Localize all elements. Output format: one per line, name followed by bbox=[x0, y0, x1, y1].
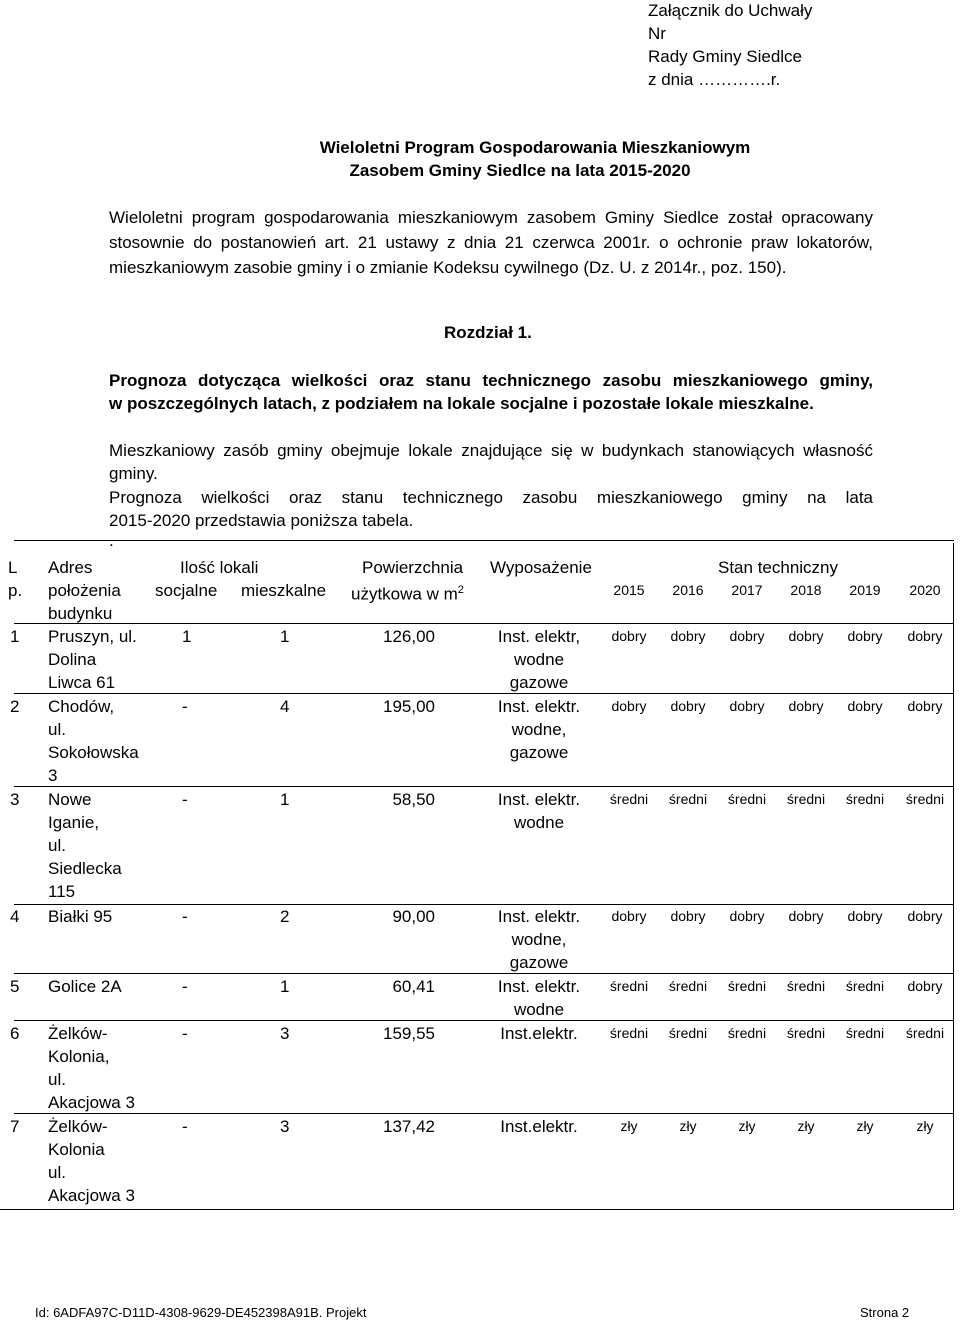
row-divider bbox=[14, 786, 954, 787]
row-social-count: - bbox=[182, 697, 188, 716]
page-number: Strona 2 bbox=[860, 1305, 910, 1320]
row-divider bbox=[14, 540, 954, 541]
row-number: 4 bbox=[10, 907, 20, 926]
row-social-count: - bbox=[182, 977, 188, 996]
body-dot: . bbox=[109, 531, 114, 550]
row-condition: dobry bbox=[729, 698, 765, 714]
header-technical-condition: Stan techniczny bbox=[718, 558, 839, 577]
row-condition: średni bbox=[668, 1025, 708, 1041]
row-condition: dobry bbox=[788, 908, 824, 924]
row-divider bbox=[14, 1113, 954, 1114]
row-condition: średni bbox=[905, 1025, 945, 1041]
row-area: 60,41 bbox=[392, 977, 435, 996]
row-condition: średni bbox=[609, 978, 649, 994]
row-residential-count: 4 bbox=[280, 697, 290, 716]
row-address-line: Żelków- bbox=[48, 1024, 108, 1043]
row-equipment-line: wodne bbox=[513, 1000, 565, 1019]
row-condition: dobry bbox=[847, 628, 883, 644]
row-social-count: - bbox=[182, 1117, 188, 1136]
row-condition: dobry bbox=[788, 698, 824, 714]
row-condition: średni bbox=[727, 978, 767, 994]
row-equipment-line: Inst. elektr. bbox=[497, 907, 581, 926]
row-equipment-line: Inst.elektr. bbox=[500, 1024, 578, 1043]
year-header: 2016 bbox=[672, 582, 704, 598]
row-equipment-line: wodne, bbox=[511, 930, 567, 949]
row-condition: średni bbox=[845, 978, 885, 994]
row-condition: zły bbox=[916, 1118, 934, 1134]
row-residential-count: 3 bbox=[280, 1117, 290, 1136]
row-condition: dobry bbox=[729, 908, 765, 924]
resolution-date: z dnia ………….r. bbox=[648, 70, 781, 89]
row-condition: średni bbox=[609, 1025, 649, 1041]
chapter-heading-line1: Prognoza dotycząca wielkości oraz stanu technicznego zasobu mieszkaniowego gminy, bbox=[109, 371, 873, 390]
row-address-line: Dolina bbox=[48, 650, 97, 669]
row-equipment-line: wodne, bbox=[511, 720, 567, 739]
row-equipment-line: Inst. elektr, bbox=[497, 627, 581, 646]
resolution-number: Nr bbox=[648, 24, 666, 43]
row-condition: zły bbox=[856, 1118, 874, 1134]
header-unit-count: Ilość lokali bbox=[180, 558, 259, 577]
document-id: Id: 6ADFA97C-D11D-4308-9629-DE452398A91B. Projekt bbox=[35, 1305, 367, 1320]
header-lp-1: L bbox=[8, 558, 18, 577]
row-number: 6 bbox=[10, 1024, 20, 1043]
row-residential-count: 1 bbox=[280, 627, 290, 646]
header-address-1: Adres bbox=[48, 558, 93, 577]
row-condition: dobry bbox=[670, 908, 706, 924]
row-social-count: - bbox=[182, 907, 188, 926]
row-condition: dobry bbox=[907, 908, 943, 924]
body-p2-line2: 2015-2020 przedstawia poniższa tabela. bbox=[109, 511, 414, 530]
row-address-line: ul. bbox=[48, 1070, 66, 1089]
row-divider bbox=[14, 904, 954, 905]
row-equipment-line: gazowe bbox=[509, 743, 569, 762]
attachment-label: Załącznik do Uchwały bbox=[648, 1, 813, 20]
row-equipment-line: gazowe bbox=[509, 953, 569, 972]
row-address-line: Nowe bbox=[48, 790, 92, 809]
header-equipment: Wyposażenie bbox=[490, 558, 592, 577]
row-condition: dobry bbox=[670, 698, 706, 714]
row-divider bbox=[14, 973, 954, 974]
row-number: 3 bbox=[10, 790, 20, 809]
row-address-line: Siedlecka bbox=[48, 859, 122, 878]
row-address-line: ul. bbox=[48, 836, 66, 855]
row-social-count: 1 bbox=[182, 627, 192, 646]
row-social-count: - bbox=[182, 790, 188, 809]
row-condition: średni bbox=[609, 791, 649, 807]
row-condition: dobry bbox=[611, 628, 647, 644]
row-condition: średni bbox=[786, 1025, 826, 1041]
row-equipment-line: Inst. elektr. bbox=[497, 790, 581, 809]
council-name: Rady Gminy Siedlce bbox=[648, 47, 803, 66]
row-residential-count: 1 bbox=[280, 977, 290, 996]
header-area-superscript: 2 bbox=[457, 584, 464, 596]
row-condition: dobry bbox=[907, 698, 943, 714]
row-condition: średni bbox=[845, 1025, 885, 1041]
row-address-line: 115 bbox=[48, 882, 76, 901]
row-condition: średni bbox=[727, 1025, 767, 1041]
year-header: 2015 bbox=[613, 582, 645, 598]
row-address-line: Chodów, bbox=[48, 697, 115, 716]
row-divider bbox=[14, 623, 954, 624]
row-address-line: Liwca 61 bbox=[48, 673, 116, 692]
intro-line1: Wieloletni program gospodarowania mieszkaniowym zasobem Gminy Siedlce został opracowany bbox=[109, 208, 873, 227]
row-address-line: Kolonia, bbox=[48, 1047, 110, 1066]
row-area: 58,50 bbox=[392, 790, 435, 809]
row-condition: średni bbox=[845, 791, 885, 807]
body-p1-line1: Mieszkaniowy zasób gminy obejmuje lokale znajdujące się w budynkach stanowiących własność bbox=[109, 441, 873, 460]
row-condition: dobry bbox=[907, 978, 943, 994]
header-lp-2: p. bbox=[8, 581, 23, 600]
row-equipment-line: gazowe bbox=[509, 673, 569, 692]
row-condition: zły bbox=[797, 1118, 815, 1134]
row-address-line: Pruszyn, ul. bbox=[48, 627, 137, 646]
document-title-line1: Wieloletni Program Gospodarowania Mieszkaniowym bbox=[319, 138, 751, 157]
header-area-1: Powierzchnia bbox=[362, 558, 464, 577]
row-condition: dobry bbox=[670, 628, 706, 644]
row-address-line: Akacjowa 3 bbox=[48, 1186, 135, 1205]
chapter-label: Rozdział 1. bbox=[444, 323, 532, 342]
row-area: 159,55 bbox=[383, 1024, 435, 1043]
row-equipment-line: Inst. elektr. bbox=[497, 977, 581, 996]
row-condition: średni bbox=[786, 978, 826, 994]
row-condition: średni bbox=[668, 791, 708, 807]
row-condition: średni bbox=[727, 791, 767, 807]
row-area: 137,42 bbox=[383, 1117, 435, 1136]
row-condition: dobry bbox=[729, 628, 765, 644]
header-address-2: położenia bbox=[48, 581, 121, 600]
row-condition: dobry bbox=[611, 908, 647, 924]
row-residential-count: 3 bbox=[280, 1024, 290, 1043]
row-area: 90,00 bbox=[392, 907, 435, 926]
year-header: 2019 bbox=[849, 582, 881, 598]
row-condition: dobry bbox=[611, 698, 647, 714]
body-p1-line2: gminy. bbox=[109, 464, 158, 483]
row-address-line: Białki 95 bbox=[48, 907, 113, 926]
row-equipment-line: wodne bbox=[513, 650, 565, 669]
row-address-line: ul. bbox=[48, 720, 66, 739]
header-residential: mieszkalne bbox=[241, 581, 327, 600]
row-divider bbox=[14, 1020, 954, 1021]
intro-line3: mieszkaniowym zasobie gminy i o zmianie Kodeksu cywilnego (Dz. U. z 2014r., poz. 150). bbox=[109, 258, 787, 277]
body-p2-line1: Prognoza wielkości oraz stanu technicznego zasobu mieszkaniowego gminy na lata bbox=[109, 488, 873, 507]
row-residential-count: 1 bbox=[280, 790, 290, 809]
row-address-line: 3 bbox=[48, 766, 58, 785]
row-address-line: Sokołowska bbox=[48, 743, 139, 762]
document-title-line2: Zasobem Gminy Siedlce na lata 2015-2020 bbox=[349, 161, 691, 180]
row-residential-count: 2 bbox=[280, 907, 290, 926]
row-address-line: Iganie, bbox=[48, 813, 100, 832]
row-condition: dobry bbox=[847, 698, 883, 714]
row-equipment-line: Inst. elektr. bbox=[497, 697, 581, 716]
row-social-count: - bbox=[182, 1024, 188, 1043]
row-condition: średni bbox=[668, 978, 708, 994]
chapter-heading-line2: w poszczególnych latach, z podziałem na lokale socjalne i pozostałe lokale mieszkalne. bbox=[109, 394, 814, 413]
row-condition: dobry bbox=[847, 908, 883, 924]
row-address-line: Akacjowa 3 bbox=[48, 1093, 135, 1112]
row-address-line: ul. bbox=[48, 1163, 66, 1182]
row-condition: zły bbox=[738, 1118, 756, 1134]
row-number: 2 bbox=[10, 697, 20, 716]
row-number: 1 bbox=[10, 627, 20, 646]
row-condition: średni bbox=[786, 791, 826, 807]
header-address-3: budynku bbox=[48, 604, 113, 623]
row-condition: dobry bbox=[907, 628, 943, 644]
row-number: 5 bbox=[10, 977, 20, 996]
row-condition: dobry bbox=[788, 628, 824, 644]
year-header: 2017 bbox=[731, 582, 763, 598]
row-address-line: Żelków- bbox=[48, 1117, 108, 1136]
row-divider bbox=[14, 693, 954, 694]
row-area: 126,00 bbox=[383, 627, 435, 646]
header-area-text: użytkowa w m bbox=[351, 584, 458, 604]
header-social: socjalne bbox=[155, 581, 218, 600]
row-condition: średni bbox=[905, 791, 945, 807]
row-number: 7 bbox=[10, 1117, 20, 1136]
row-address-line: Kolonia bbox=[48, 1140, 105, 1159]
row-condition: zły bbox=[620, 1118, 638, 1134]
year-header: 2020 bbox=[909, 582, 941, 598]
year-header: 2018 bbox=[790, 582, 822, 598]
intro-line2: stosownie do postanowień art. 21 ustawy z dnia 21 czerwca 2001r. o ochronie praw lokatorów, bbox=[109, 233, 873, 252]
row-condition: zły bbox=[679, 1118, 697, 1134]
row-area: 195,00 bbox=[383, 697, 435, 716]
row-equipment-line: Inst.elektr. bbox=[500, 1117, 578, 1136]
header-area-2 bbox=[351, 579, 464, 606]
row-equipment-line: wodne bbox=[513, 813, 565, 832]
row-address-line: Golice 2A bbox=[48, 977, 122, 996]
